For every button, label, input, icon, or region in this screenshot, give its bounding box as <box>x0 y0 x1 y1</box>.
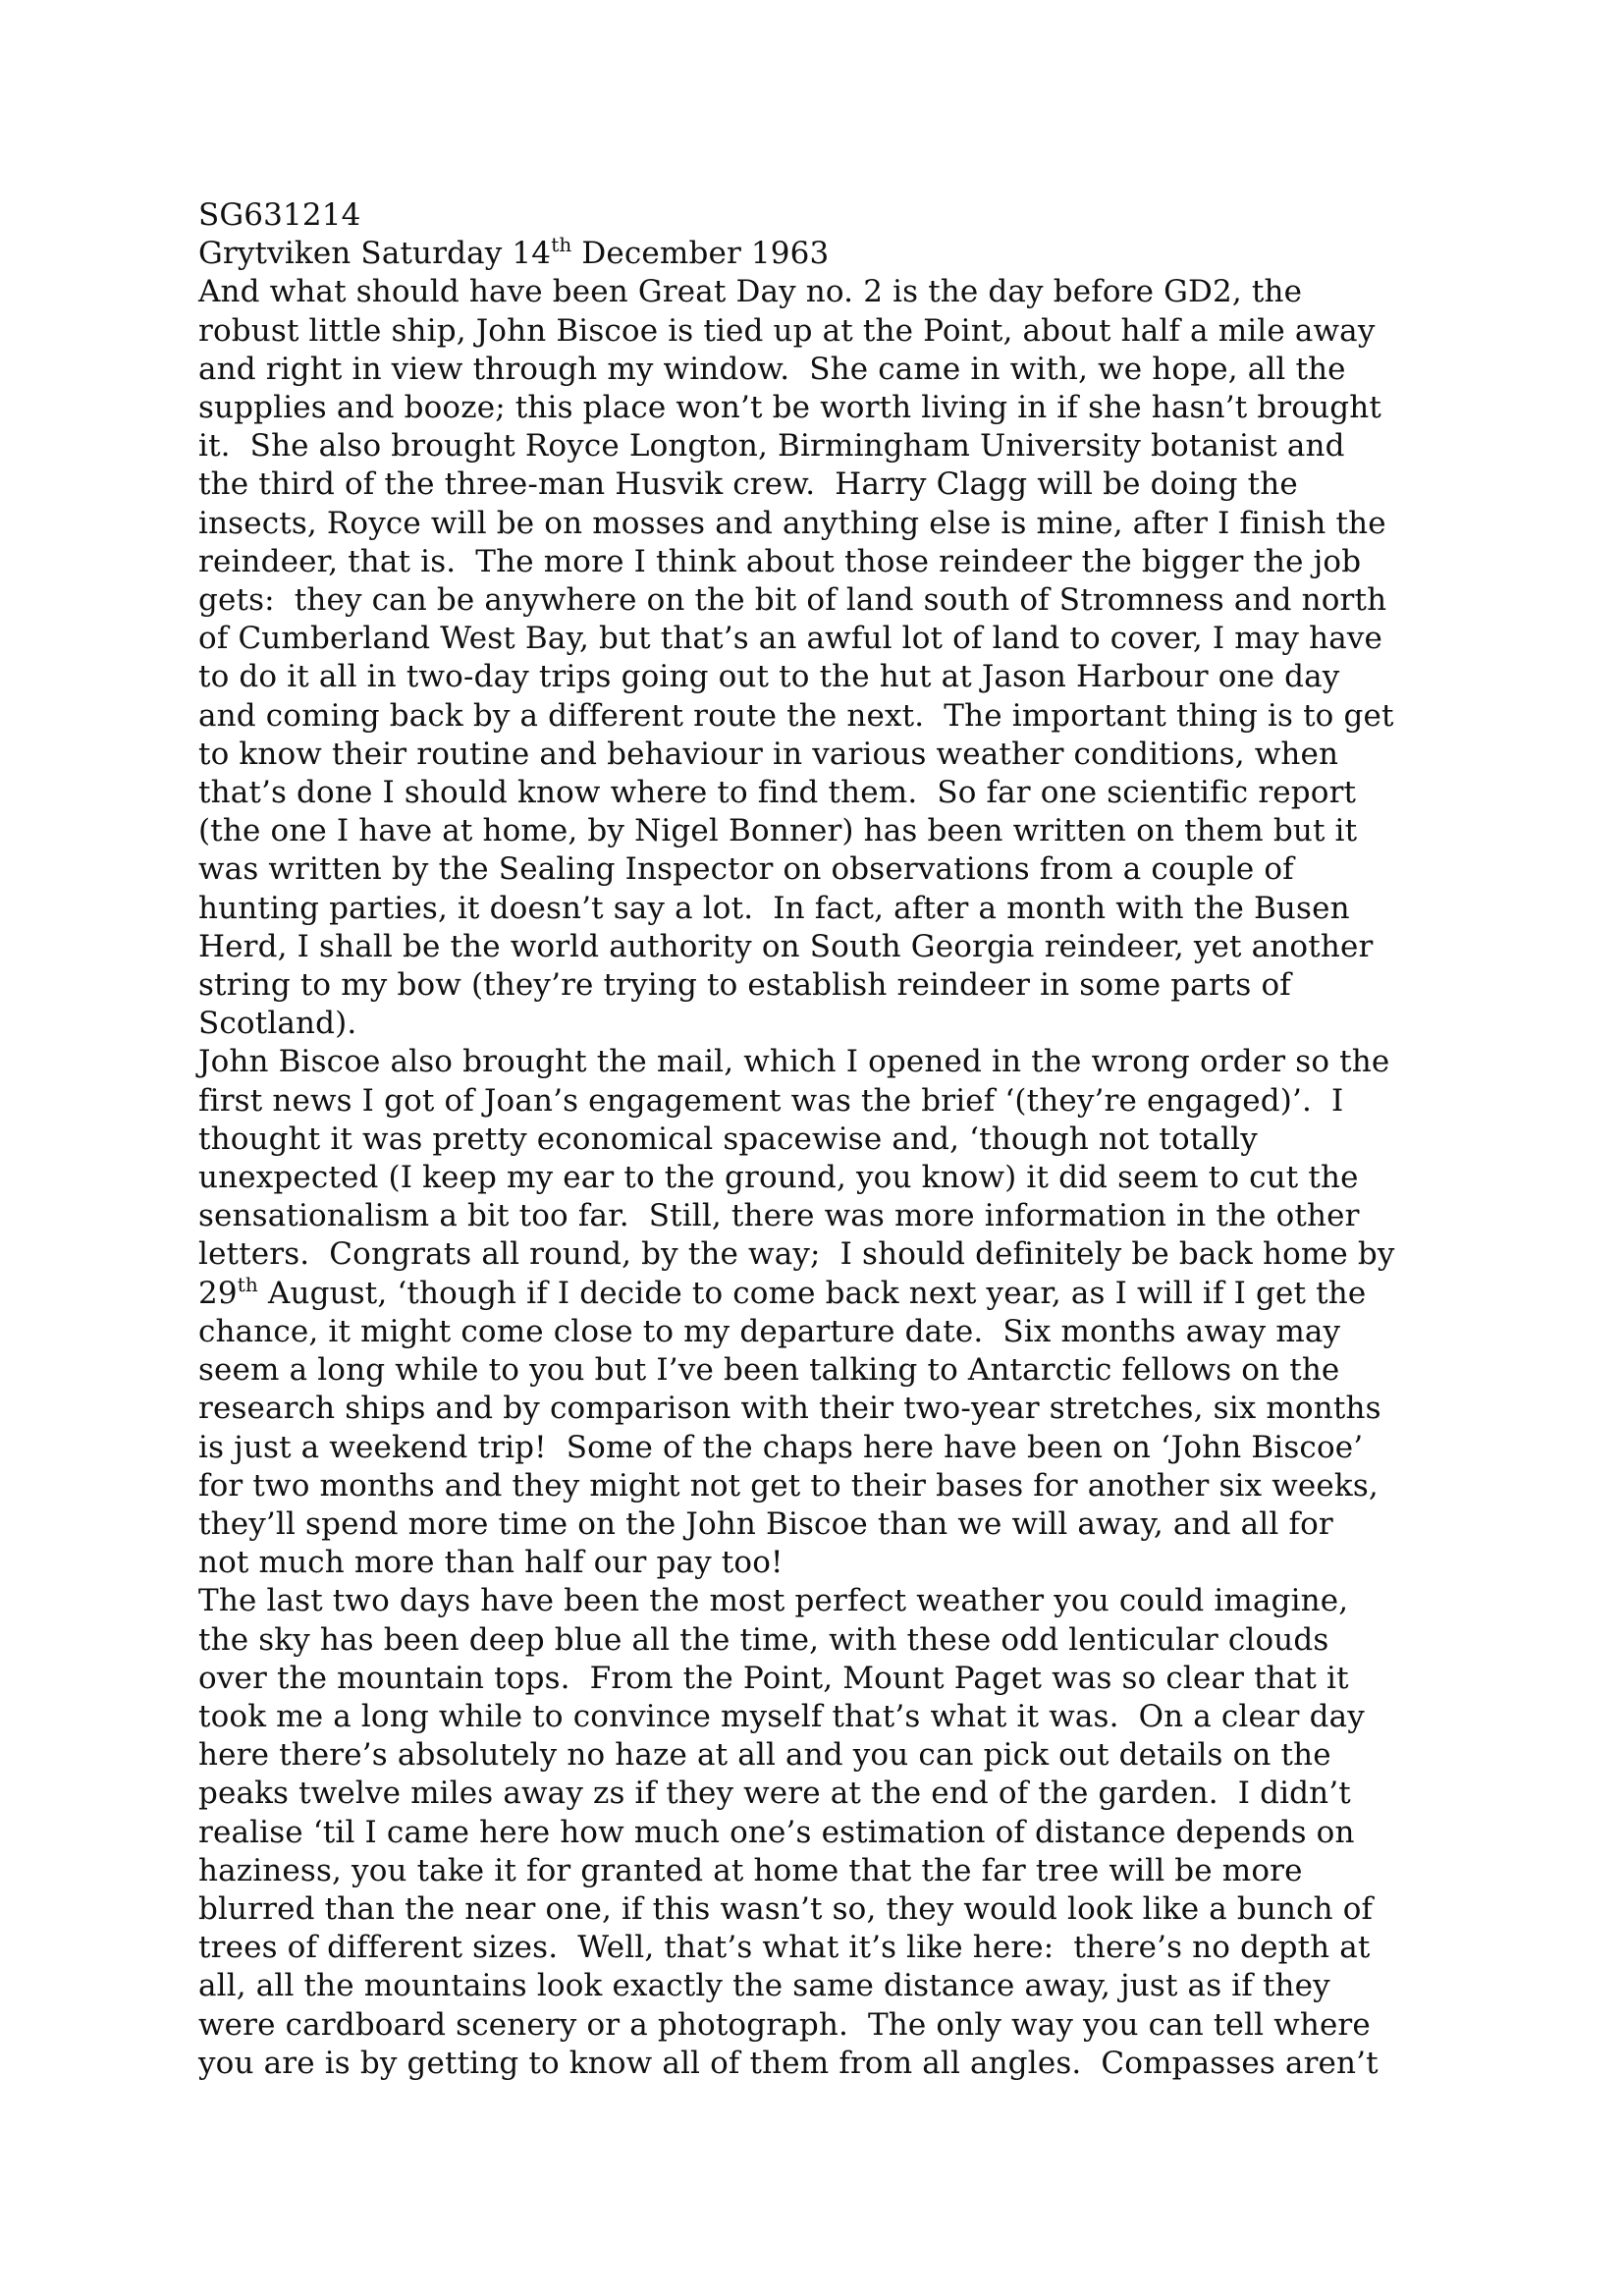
text-line: reindeer, that is. The more I think about those reindeer the bigger the job <box>198 543 1362 579</box>
paragraph-weather <box>198 1582 1475 2083</box>
text-line: not much more than half our pay too! <box>198 1545 784 1581</box>
text-line: was written by the Sealing Inspector on observations from a couple of <box>198 851 1294 888</box>
text-line: and coming back by a different route the next. The important thing is to get <box>198 697 1394 734</box>
text-line: of Cumberland West Bay, but that’s an awful lot of land to cover, I may have <box>198 621 1383 657</box>
letter-page <box>198 196 1475 2083</box>
text-line: were cardboard scenery or a photograph. The only way you can tell where <box>198 2006 1371 2043</box>
paragraph-reindeer <box>198 273 1475 1043</box>
dateline-suffix: December 1963 <box>571 236 830 272</box>
text-line: over the mountain tops. From the Point, Mount Paget was so clear that it <box>198 1660 1349 1696</box>
text-line: robust little ship, John Biscoe is tied up at the Point, about half a mile away <box>198 312 1376 349</box>
text-line: for two months and they might not get to their bases for another six weeks, <box>198 1467 1379 1503</box>
text-line: to do it all in two-day trips going out to the hut at Jason Harbour one day <box>198 659 1340 695</box>
text-line: the third of the three-man Husvik crew. Harry Clagg will be doing the <box>198 466 1298 503</box>
text-line: sensationalism a bit too far. Still, there was more information in the other <box>198 1198 1360 1234</box>
dateline-prefix: Grytviken Saturday 14 <box>198 236 552 272</box>
text-line: peaks twelve miles away zs if they were at the end of the garden. I didn’t <box>198 1776 1351 1812</box>
text-line: they’ll spend more time on the John Biscoe than we will away, and all for <box>198 1505 1333 1542</box>
text-line: and right in view through my window. She came in with, we hope, all the <box>198 351 1346 387</box>
text-line: blurred than the near one, if this wasn’t so, they would look like a bunch of <box>198 1890 1374 1927</box>
text-line: thought it was pretty economical spacewise and, ‘though not totally <box>198 1121 1258 1157</box>
text-line: supplies and booze; this place won’t be worth living in if she hasn’t brought <box>198 390 1381 426</box>
text-line: all, all the mountains look exactly the same distance away, just as if they <box>198 1968 1330 2004</box>
text-line: trees of different sizes. Well, that’s what it’s like here: there’s no depth at <box>198 1930 1371 1966</box>
text-line: it. She also brought Royce Longton, Birmingham University botanist and <box>198 428 1345 465</box>
text-line: first news I got of Joan’s engagement was the brief ‘(they’re engaged)’. I <box>198 1082 1344 1119</box>
text-line: to know their routine and behaviour in various weather conditions, when <box>198 736 1339 772</box>
august-line <box>198 1272 1475 1313</box>
august-prefix: 29 <box>198 1275 238 1311</box>
text-line: unexpected (I keep my ear to the ground, you know) it did seem to cut the <box>198 1160 1359 1196</box>
text-line: And what should have been Great Day no. 2 is the day before GD2, the <box>198 274 1303 310</box>
august-suffix: August, ‘though if I decide to come back next year, as I will if I get the <box>257 1275 1367 1311</box>
text-line: here there’s absolutely no haze at all and you can pick out details on the <box>198 1737 1331 1774</box>
text-line: The last two days have been the most perfect weather you could imagine, <box>198 1583 1349 1619</box>
text-line: John Biscoe also brought the mail, which I opened in the wrong order so the <box>198 1044 1390 1080</box>
text-line: (the one I have at home, by Nigel Bonner) has been written on them but it <box>198 813 1358 849</box>
dateline <box>198 235 1475 273</box>
text-line: insects, Royce will be on mosses and anything else is mine, after I finish the <box>198 505 1386 541</box>
text-line: realise ‘til I came here how much one’s estimation of distance depends on <box>198 1814 1355 1850</box>
text-line: gets: they can be anywhere on the bit of land south of Stromness and north <box>198 582 1387 619</box>
text-line: research ships and by comparison with their two-year stretches, six months <box>198 1391 1381 1427</box>
text-line: haziness, you take it for granted at home that the far tree will be more <box>198 1852 1303 1888</box>
text-line: took me a long while to convince myself that’s what it was. On a clear day <box>198 1698 1365 1734</box>
text-line: the sky has been deep blue all the time, with these odd lenticular clouds <box>198 1621 1329 1658</box>
text-line: is just a weekend trip! Some of the chaps here have been on ‘John Biscoe’ <box>198 1429 1364 1465</box>
text-line: letters. Congrats all round, by the way; I should definitely be back home by <box>198 1236 1395 1273</box>
text-line: that’s done I should know where to find them. So far one scientific report <box>198 775 1357 811</box>
text-line: you are is by getting to know all of them from all angles. Compasses aren’t <box>198 2045 1379 2081</box>
text-line: Scotland). <box>198 1006 357 1042</box>
paragraph-mail <box>198 1043 1475 1582</box>
text-line: string to my bow (they’re trying to establish reindeer in some parts of <box>198 967 1291 1004</box>
text-line: Herd, I shall be the world authority on South Georgia reindeer, yet another <box>198 928 1374 964</box>
august-ordinal: th <box>237 1272 258 1296</box>
text-line: hunting parties, it doesn’t say a lot. In fact, after a month with the Busen <box>198 890 1350 926</box>
document-reference: SG631214 <box>198 197 361 233</box>
text-line: seem a long while to you but I’ve been talking to Antarctic fellows on the <box>198 1352 1340 1389</box>
dateline-ordinal: th <box>551 233 572 257</box>
text-line: chance, it might come close to my departure date. Six months away may <box>198 1313 1341 1349</box>
